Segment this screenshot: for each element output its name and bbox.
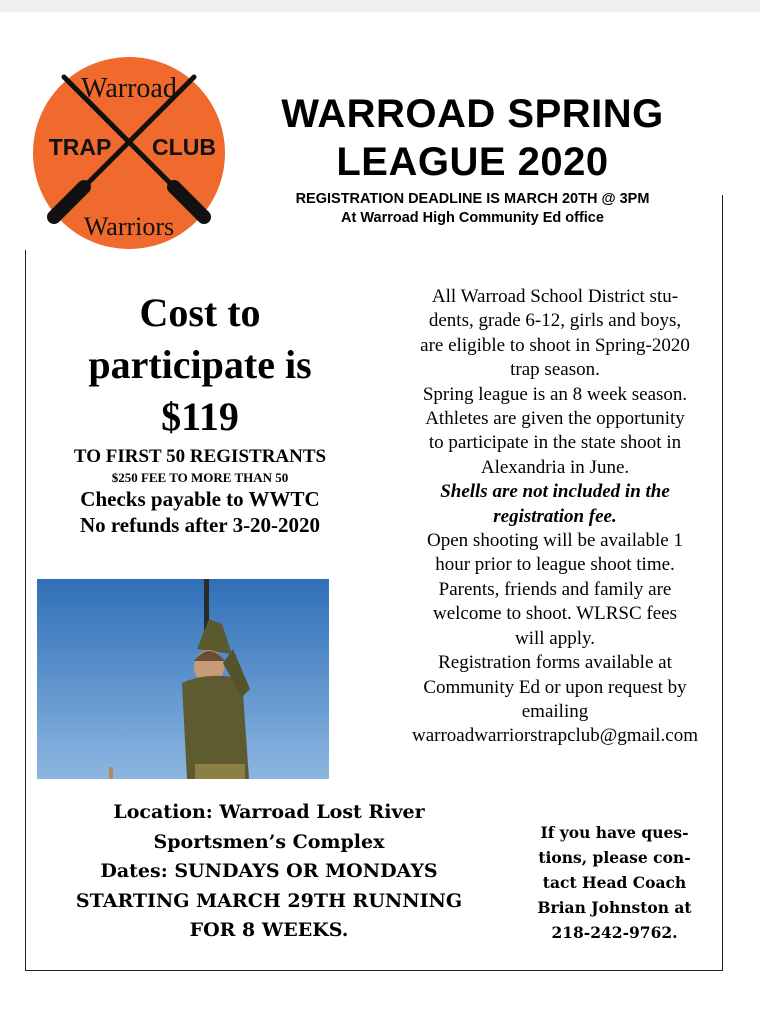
- location-line: Location: Warroad Lost River: [113, 801, 425, 823]
- top-bar: [0, 0, 760, 12]
- deadline-line-2: At Warroad High Community Ed office: [341, 210, 604, 226]
- info-line: Alexandria in June.: [480, 456, 630, 478]
- contact-line: If you have ques-: [540, 823, 689, 842]
- info-line: trap season.: [510, 359, 600, 381]
- checks-payable: Checks payable to WWTC: [80, 487, 320, 511]
- sky-background: [37, 579, 329, 779]
- contact-line: Brian Johnston at: [537, 898, 692, 917]
- shells-note-line-1: Shells are not included in the: [440, 481, 670, 503]
- info-column: [395, 285, 715, 749]
- frame-bottom-line: [25, 970, 723, 971]
- info-line: Parents, friends and family are: [438, 578, 672, 600]
- flyer-title: [250, 90, 695, 186]
- info-line: are eligible to shoot in Spring-2020: [420, 334, 690, 356]
- cost-price: $119: [161, 394, 239, 439]
- info-line: Registration forms available at: [438, 652, 672, 674]
- title-line-1: WARROAD SPRING: [281, 92, 664, 136]
- info-line: emailing: [521, 700, 589, 722]
- title-line-2: LEAGUE 2020: [336, 140, 609, 184]
- first-registrants: TO FIRST 50 REGISTRANTS: [73, 446, 327, 467]
- logo-trap-text: TRAP: [48, 134, 112, 160]
- info-line: Athletes are given the opportunity: [425, 408, 685, 430]
- trap-club-logo: [24, 55, 234, 251]
- shooter-photo: [37, 579, 329, 779]
- contact-email: warroadwarriorstrapclub@gmail.com: [411, 725, 699, 747]
- cost-block: [40, 287, 360, 538]
- frame-right-line: [722, 195, 723, 970]
- info-line: Open shooting will be available 1: [427, 530, 683, 552]
- logo-top-text: Warroad: [81, 73, 177, 104]
- deadline-line-1: REGISTRATION DEADLINE IS MARCH 20TH @ 3PM: [295, 191, 650, 207]
- cost-line-2: participate is: [88, 342, 312, 387]
- fee-more-than-50: $250 FEE TO MORE THAN 50: [111, 470, 289, 485]
- info-line: to participate in the state shoot in: [428, 432, 682, 454]
- contact-line: tions, please con-: [538, 848, 691, 867]
- info-line: will apply.: [514, 627, 596, 649]
- contact-line: tact Head Coach: [542, 873, 687, 892]
- location-block: [26, 798, 512, 946]
- contact-block: [512, 820, 717, 945]
- logo-club-text: CLUB: [152, 134, 216, 160]
- distant-post: [109, 767, 113, 779]
- info-line: All Warroad School District stu-: [431, 286, 679, 307]
- location-line: Dates: SUNDAYS OR MONDAYS: [100, 860, 438, 882]
- location-line: Sportsmen’s Complex: [153, 830, 385, 853]
- logo-bottom-text: Warriors: [83, 212, 175, 241]
- location-line: FOR 8 WEEKS.: [189, 919, 349, 941]
- registration-deadline: [250, 190, 695, 228]
- contact-phone: 218-242-9762.: [551, 923, 678, 942]
- info-line: Spring league is an 8 week season.: [422, 383, 688, 405]
- info-line: hour prior to league shoot time.: [435, 554, 675, 576]
- info-line: welcome to shoot. WLRSC fees: [433, 603, 677, 625]
- shells-note-line-2: registration fee.: [493, 505, 617, 527]
- no-refunds: No refunds after 3-20-2020: [79, 513, 321, 537]
- info-line: dents, grade 6-12, girls and boys,: [428, 310, 682, 332]
- cost-line-1: Cost to: [139, 290, 261, 335]
- info-line: Community Ed or upon request by: [423, 676, 687, 698]
- location-line: STARTING MARCH 29TH RUNNING: [75, 889, 463, 912]
